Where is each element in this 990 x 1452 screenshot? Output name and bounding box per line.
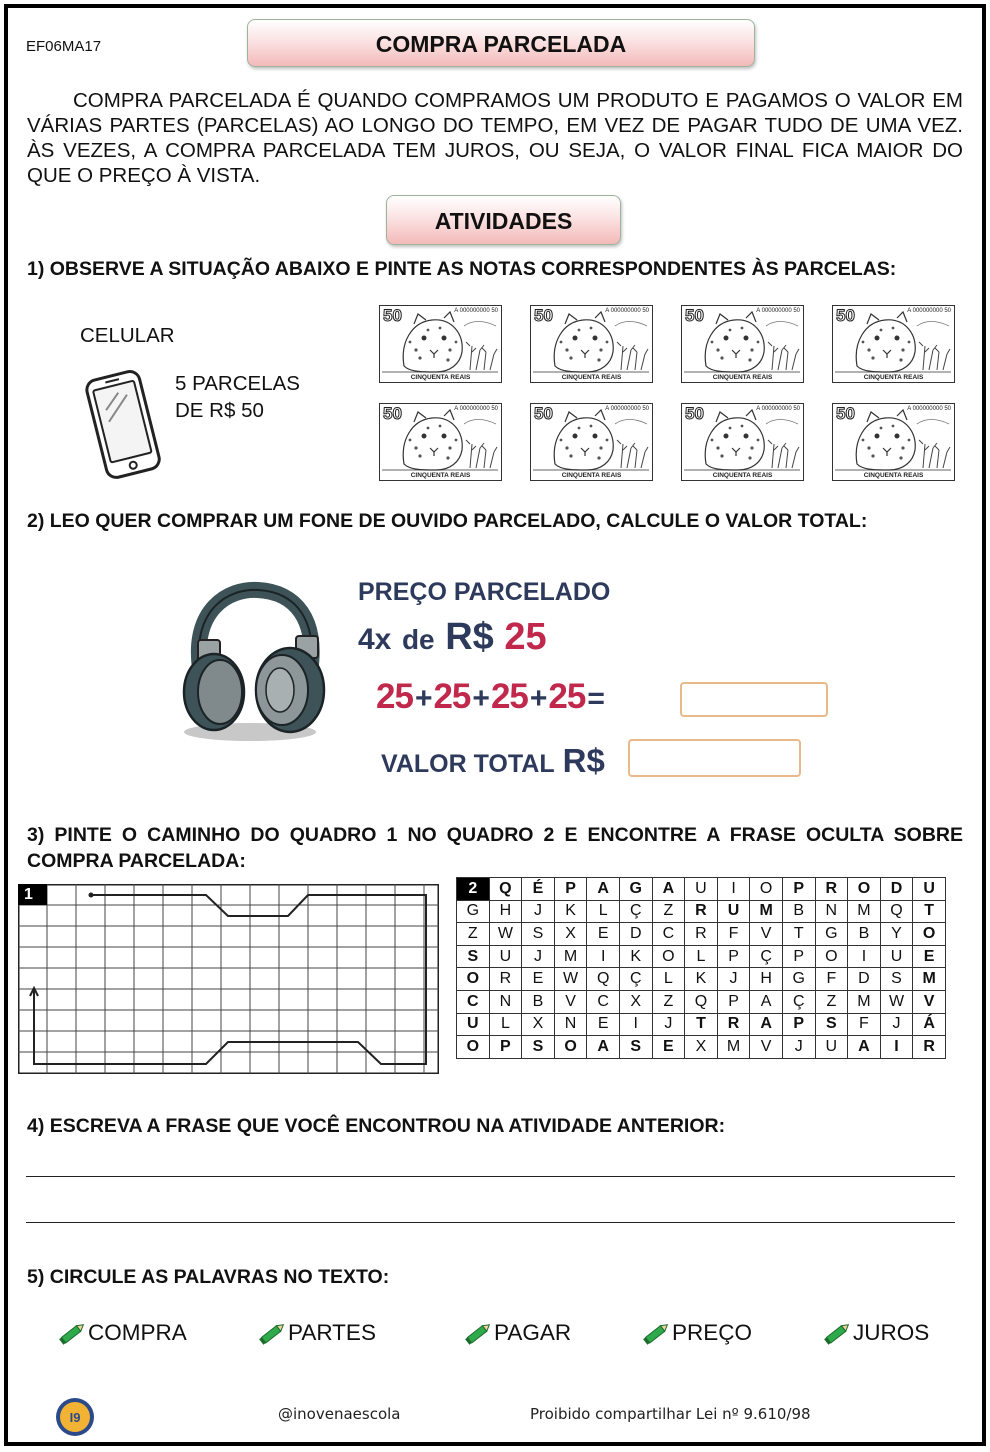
grid-cell[interactable]: P [782,878,815,901]
banknotes-group [379,305,953,485]
headphones-icon [178,580,328,745]
grid-cell[interactable]: Z [652,900,685,923]
grid-cell[interactable]: C [457,990,490,1013]
sum-answer-box[interactable] [680,682,828,717]
grid-cell[interactable]: Q [489,878,522,901]
grid-cell[interactable]: T [913,900,946,923]
grid-cell[interactable]: M [750,900,783,923]
word-item [641,1320,752,1346]
grid-cell[interactable]: D [848,968,881,991]
grid-cell[interactable]: N [554,1013,587,1036]
grid-row [457,1013,946,1036]
grid-cell[interactable]: P [782,945,815,968]
word-text: COMPRA [88,1320,187,1345]
grid-cell[interactable]: O [750,878,783,901]
grid-cell[interactable]: A [750,990,783,1013]
grid-cell[interactable]: I [587,945,620,968]
grid-cell[interactable]: C [652,923,685,946]
word-text: JUROS [853,1320,930,1345]
product-label: CELULAR [80,324,175,347]
question-4: 4) ESCREVA A FRASE QUE VOCÊ ENCONTROU NA ATIVIDADE ANTERIOR: [27,1115,726,1137]
logo [53,1397,97,1437]
grid-cell[interactable]: N [489,990,522,1013]
sum-term: 25 [490,677,528,716]
grid-cell[interactable]: W [489,923,522,946]
sum-expression [376,677,606,717]
note-serial: A 000000000 50 [756,406,800,412]
grid-cell[interactable]: É [522,878,555,901]
grid-cell[interactable]: X [619,990,652,1013]
installments-text [175,370,300,424]
banknote-50[interactable] [379,305,502,383]
grid-cell[interactable]: H [750,968,783,991]
grid-cell[interactable]: W [880,990,913,1013]
grid-row [457,878,946,901]
grid-row [457,990,946,1013]
grid-cell[interactable]: K [554,900,587,923]
sum-term: 25 [548,677,586,716]
grid-cell[interactable]: A [587,878,620,901]
grid-row [457,1036,946,1059]
grid-cell[interactable]: D [880,878,913,901]
grid-cell[interactable]: H [489,900,522,923]
grid-cell[interactable]: J [782,1036,815,1059]
note-denomination: 50 [836,306,855,325]
grid-cell[interactable]: O [457,1036,490,1059]
note-serial: A 000000000 50 [907,406,951,412]
grid-cell[interactable]: E [913,945,946,968]
grid-cell[interactable]: A [652,878,685,901]
grid-cell[interactable]: U [457,1013,490,1036]
grid-cell[interactable]: J [880,1013,913,1036]
page-title: COMPRA PARCELADA [247,19,755,67]
grid-row [457,900,946,923]
letter-board-2 [456,877,946,1059]
pencil-icon [641,1321,671,1345]
installments-value: DE R$ 50 [175,399,264,422]
grid-cell[interactable]: P [554,878,587,901]
grid-cell[interactable]: E [652,1036,685,1059]
grid-cell[interactable]: S [619,1036,652,1059]
note-serial: A 000000000 50 [605,308,649,314]
note-words: CINQUENTA REAIS [712,374,773,381]
grid-cell[interactable]: Z [457,923,490,946]
board-1-label: 1 [24,886,33,903]
grid-cell[interactable]: J [522,945,555,968]
grid-cell[interactable]: V [750,1036,783,1059]
sum-term: 25 [376,677,413,716]
grid-cell[interactable]: O [457,968,490,991]
svg-text:I9: I9 [69,1410,81,1425]
total-label [381,742,605,780]
grid-cell[interactable]: Z [815,990,848,1013]
word-text: PREÇO [672,1320,753,1345]
path-board-1 [18,884,439,1074]
grid-cell[interactable]: X [522,1013,555,1036]
plus-sign: + [529,682,547,715]
grid-cell[interactable]: O [652,945,685,968]
word-item [463,1320,571,1346]
grid-cell[interactable]: T [782,923,815,946]
plus-sign: + [414,682,432,715]
banknote-50[interactable] [681,305,804,383]
grid-cell[interactable]: Q [880,900,913,923]
note-denomination: 50 [685,404,704,423]
grid-cell[interactable]: U [489,945,522,968]
question-1: 1) OBSERVE A SITUAÇÃO ABAIXO E PINTE AS NOTAS CORRESPONDENTES ÀS PARCELAS: [27,258,897,280]
grid-cell[interactable]: I [619,1013,652,1036]
grid-cell[interactable]: G [782,968,815,991]
installment-price-title: PREÇO PARCELADO [358,578,611,606]
grid-cell[interactable]: X [554,923,587,946]
grid-cell[interactable]: G [619,878,652,901]
grid-cell[interactable]: B [782,900,815,923]
equals-sign: = [587,682,604,715]
grid-cell[interactable]: L [587,900,620,923]
grid-cell[interactable]: X [685,1036,718,1059]
note-serial: A 000000000 50 [605,406,649,412]
grid-cell[interactable]: I [848,945,881,968]
grid-cell[interactable]: V [913,990,946,1013]
grid-cell[interactable]: Q [587,968,620,991]
copyright-notice: Proibido compartilhar Lei nº 9.610/98 [530,1405,811,1423]
grid-cell[interactable]: Ç [619,968,652,991]
answer-line[interactable] [26,1176,955,1177]
grid-cell[interactable]: G [457,900,490,923]
note-serial: A 000000000 50 [907,308,951,314]
grid-cell[interactable]: P [717,990,750,1013]
installments-count: 5 PARCELAS [175,372,300,395]
banknote-50[interactable] [379,403,502,481]
grid-cell[interactable]: B [522,990,555,1013]
grid-cell[interactable]: J [522,900,555,923]
grid-cell[interactable]: R [685,923,718,946]
word-item [57,1320,187,1346]
grid-cell[interactable]: Z [652,990,685,1013]
grid-cell[interactable]: U [717,900,750,923]
grid-cell[interactable]: P [717,945,750,968]
grid-cell[interactable]: A [750,1013,783,1036]
grid-cell[interactable]: Ç [750,945,783,968]
grid-cell[interactable]: V [554,990,587,1013]
note-serial: A 000000000 50 [454,406,498,412]
note-denomination: 50 [836,404,855,423]
grid-cell[interactable]: U [913,878,946,901]
curriculum-code: EF06MA17 [26,38,102,55]
banknote-50[interactable] [530,305,653,383]
grid-cell[interactable]: E [587,923,620,946]
grid-cell[interactable]: R [717,1013,750,1036]
note-denomination: 50 [534,404,553,423]
question-3: 3) PINTE O CAMINHO DO QUADRO 1 NO QUADRO 2 E ENCONTRE A FRASE OCULTA SOBRE COMPRA PARCELADA: [27,824,963,872]
grid-cell[interactable]: M [717,1036,750,1059]
grid-cell[interactable]: S [457,945,490,968]
intro-paragraph: COMPRA PARCELADA É QUANDO COMPRAMOS UM PRODUTO E PAGAMOS O VALOR EM VÁRIAS PARTES (PARCELAS) AO LONGO DO TEMPO, EM VEZ DE PAGAR TUDO DE UMA VEZ. ÀS VEZES, A COMPRA PARCELADA TEM JUROS, OU SEJA, O VALOR FINAL FICA MAIOR DO QUE O PREÇO À VISTA. [27,89,963,187]
grid-cell[interactable]: F [717,923,750,946]
grid-cell[interactable]: L [652,968,685,991]
grid-cell[interactable]: N [815,900,848,923]
question-5: 5) CIRCULE AS PALAVRAS NO TEXTO: [27,1266,390,1288]
word-item [822,1320,929,1346]
social-handle: @inovenaescola [278,1405,401,1423]
grid-cell[interactable]: E [587,1013,620,1036]
grid-cell[interactable]: R [489,968,522,991]
grid-cell[interactable]: K [619,945,652,968]
grid-cell[interactable]: M [554,945,587,968]
grid-cell[interactable]: U [815,1036,848,1059]
smartphone-icon [80,366,170,482]
grid-cell[interactable]: A [848,1036,881,1059]
grid-cell[interactable]: U [685,878,718,901]
grid-cell[interactable]: R [685,900,718,923]
pencil-icon [463,1321,493,1345]
pencil-icon [257,1321,287,1345]
pencil-icon [822,1321,852,1345]
grid-cell[interactable]: P [782,1013,815,1036]
note-words: CINQUENTA REAIS [410,374,471,381]
grid-cell[interactable]: O [848,878,881,901]
grid-cell[interactable]: C [587,990,620,1013]
grid-cell[interactable]: I [880,1036,913,1059]
banknote-50[interactable] [832,305,955,383]
note-denomination: 50 [383,404,402,423]
banknote-50[interactable] [681,403,804,481]
note-serial: A 000000000 50 [756,308,800,314]
installment-count: 4x [358,623,392,656]
note-words: CINQUENTA REAIS [712,472,773,479]
grid-cell[interactable]: S [522,923,555,946]
grid-cell[interactable]: B [848,923,881,946]
note-words: CINQUENTA REAIS [561,472,622,479]
grid-row [457,968,946,991]
activities-title: ATIVIDADES [386,195,621,245]
grid-cell[interactable]: K [685,968,718,991]
banknote-50[interactable] [832,403,955,481]
word-item [257,1320,376,1346]
grid-cell[interactable]: Q [685,990,718,1013]
grid-cell[interactable]: R [815,878,848,901]
installment-price-line [358,616,547,659]
board-2-label: 2 [457,878,490,901]
note-denomination: 50 [685,306,704,325]
note-words: CINQUENTA REAIS [410,472,471,479]
total-answer-box[interactable] [628,739,801,777]
answer-line[interactable] [26,1222,955,1223]
installment-de: de [401,624,435,655]
total-label-text: VALOR TOTAL [381,750,555,778]
grid-cell[interactable]: R [913,1036,946,1059]
sum-term: 25 [433,677,471,716]
note-serial: A 000000000 50 [454,308,498,314]
grid-cell[interactable]: J [652,1013,685,1036]
note-words: CINQUENTA REAIS [863,472,924,479]
grid-cell[interactable]: S [815,1013,848,1036]
grid-cell[interactable]: S [522,1036,555,1059]
note-denomination: 50 [383,306,402,325]
grid-cell[interactable]: T [685,1013,718,1036]
grid-cell[interactable]: E [522,968,555,991]
grid-cell[interactable]: M [848,900,881,923]
grid-cell[interactable]: O [554,1036,587,1059]
question-2: 2) LEO QUER COMPRAR UM FONE DE OUVIDO PARCELADO, CALCULE O VALOR TOTAL: [27,510,868,532]
grid-cell[interactable]: M [848,990,881,1013]
grid-cell[interactable]: U [880,945,913,968]
grid-cell[interactable]: F [815,968,848,991]
installment-currency: R$ [445,616,494,658]
installment-amount: 25 [504,616,547,658]
note-words: CINQUENTA REAIS [561,374,622,381]
grid-row [457,945,946,968]
word-text: PAGAR [494,1320,572,1345]
pencil-icon [57,1321,87,1345]
grid-cell[interactable]: J [717,968,750,991]
grid-cell[interactable]: P [489,1036,522,1059]
grid-cell[interactable]: I [717,878,750,901]
plus-sign: + [472,682,489,715]
grid-cell[interactable]: V [750,923,783,946]
grid-cell[interactable]: M [913,968,946,991]
total-currency: R$ [562,742,605,779]
grid-cell[interactable]: S [880,968,913,991]
note-denomination: 50 [534,306,553,325]
grid-cell[interactable]: O [815,945,848,968]
grid-cell[interactable]: O [913,923,946,946]
banknote-50[interactable] [530,403,653,481]
grid-cell[interactable]: G [815,923,848,946]
grid-cell[interactable]: Y [880,923,913,946]
word-text: PARTES [288,1320,376,1345]
grid-cell[interactable]: Á [913,1013,946,1036]
grid-cell[interactable]: L [489,1013,522,1036]
grid-cell[interactable]: Ç [619,900,652,923]
grid-row [457,923,946,946]
grid-cell[interactable]: D [619,923,652,946]
grid-cell[interactable]: Ç [782,990,815,1013]
grid-cell[interactable]: W [554,968,587,991]
grid-cell[interactable]: A [587,1036,620,1059]
note-words: CINQUENTA REAIS [863,374,924,381]
grid-cell[interactable]: F [848,1013,881,1036]
grid-cell[interactable]: L [685,945,718,968]
